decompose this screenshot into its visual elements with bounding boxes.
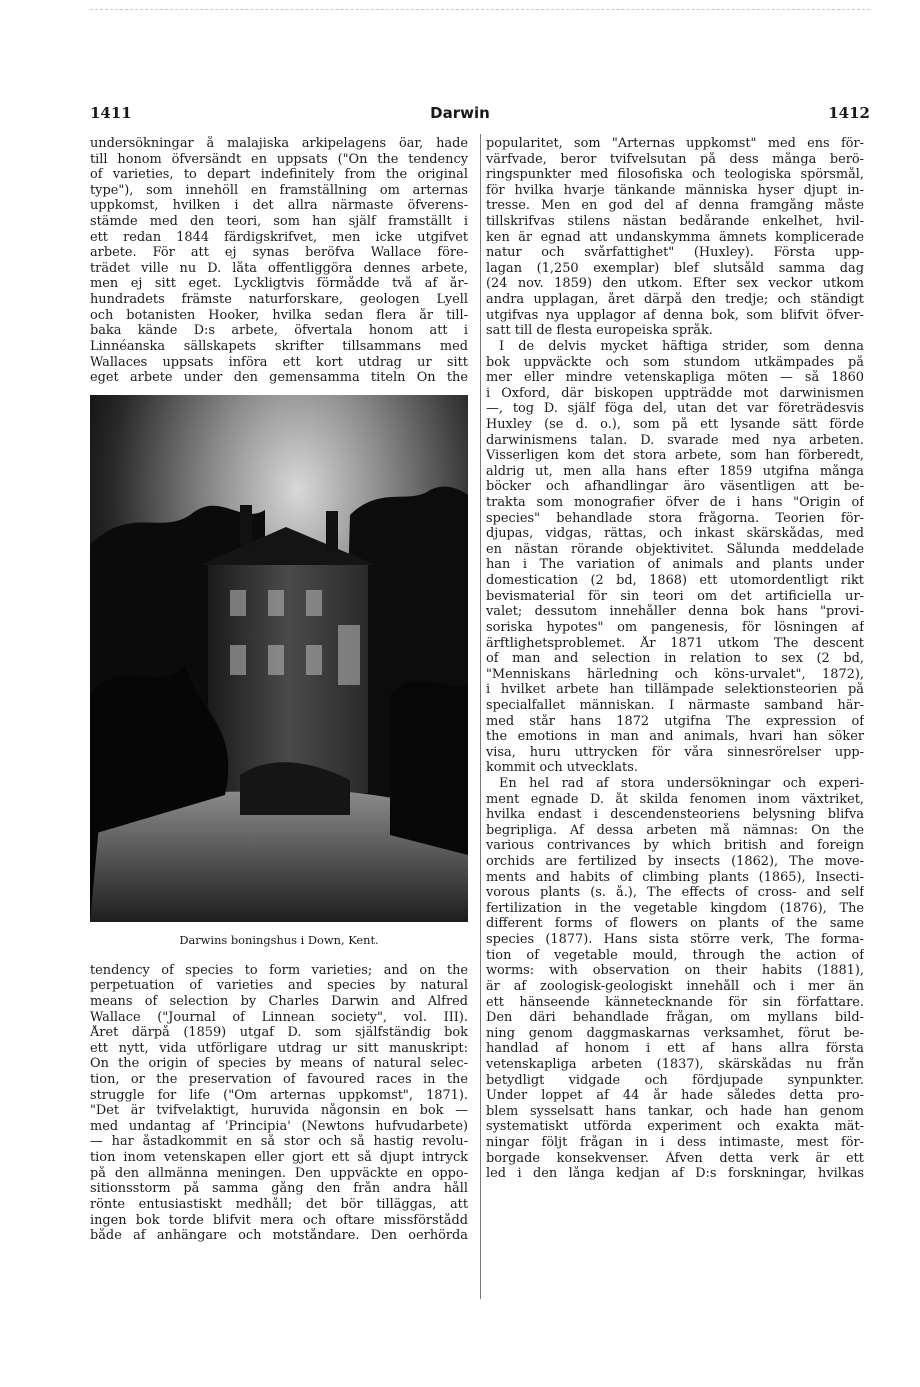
figure-caption: Darwins boningshus i Down, Kent. bbox=[179, 932, 379, 947]
text-line: både af anhängare och motståndare. Den oerhörda bbox=[90, 1228, 468, 1244]
text-line: of man and selection in relation to sex (2 bd, bbox=[486, 651, 864, 667]
text-line: On the origin of species by means of natural selec- bbox=[90, 1056, 468, 1072]
text-line: ett hänseende kännetecknande för sin författare. bbox=[486, 994, 864, 1010]
text-line: Den däri behandlade frågan, om myllans bild- bbox=[486, 1010, 864, 1026]
text-line: ett nytt, vida utförligare utdrag ur sitt manuskript: bbox=[90, 1040, 468, 1056]
text-line: ett redan 1844 färdigskrifvet, men icke utgifvet bbox=[90, 229, 468, 245]
text-line: och botanisten Hooker, hvilka sedan flera år till- bbox=[90, 307, 468, 323]
right-column-text bbox=[486, 136, 864, 1182]
left-column-top-text bbox=[90, 136, 468, 386]
text-line: darwinismens talan. D. svarade med nya arbeten. bbox=[486, 432, 864, 448]
text-line: en nästan rörande objektivitet. Sålunda meddelade bbox=[486, 541, 864, 557]
text-line: worms: with observation on their habits (1881), bbox=[486, 963, 864, 979]
text-line: undersökningar å malajiska arkipelagens öar, hade bbox=[90, 136, 468, 151]
text-line: med undantag af 'Principia' (Newtons hufvudarbete) bbox=[90, 1118, 468, 1134]
text-line: En hel rad af stora undersökningar och experi- bbox=[499, 775, 864, 791]
text-line: popularitet, som "Arternas uppkomst" med ens för- bbox=[486, 136, 864, 151]
text-line: han i The variation of animals and plants under bbox=[486, 557, 864, 573]
text-line: tendency of species to form varieties; and on the bbox=[90, 962, 468, 978]
text-line: species (1877). Hans sista större verk, The forma- bbox=[486, 932, 864, 948]
text-line: handlad af honom i ett af hans allra första bbox=[486, 1041, 864, 1057]
text-line: Under loppet af 44 år hade således detta pro- bbox=[486, 1088, 864, 1104]
text-line: vetenskapliga arbeten (1837), skärskådas nu från bbox=[486, 1056, 864, 1072]
text-line: med står hans 1872 utgifna The expression of bbox=[486, 713, 864, 729]
top-rule bbox=[90, 9, 870, 10]
text-line: valet; dessutom innehåller denna bok hans "provi- bbox=[486, 604, 864, 620]
text-line: (24 nov. 1859) den utkom. Efter sex veckor utkom bbox=[486, 276, 864, 292]
house-photograph bbox=[90, 395, 468, 922]
text-line: mer eller mindre vetenskapliga möten — så 1860 bbox=[486, 370, 864, 386]
text-line: orchids are fertilized by insects (1862), The move- bbox=[486, 854, 864, 870]
text-line: tion of vegetable mould, through the action of bbox=[486, 947, 864, 963]
page-title: Darwin bbox=[430, 104, 490, 122]
text-line: different forms of flowers on plants of the same bbox=[486, 916, 864, 932]
text-line: Linnéanska sällskapets skrifter tillsammans med bbox=[90, 338, 468, 354]
text-line: hundradets främste naturforskare, geologen Lyell bbox=[90, 292, 468, 308]
text-line: vorous plants (s. å.), The effects of cross- and self bbox=[486, 885, 864, 901]
text-line: led i den långa kedjan af D:s forskningar, hvilkas bbox=[486, 1166, 864, 1182]
text-line: natur och svårfattighet" (Huxley). Första upp- bbox=[486, 245, 864, 261]
column-divider bbox=[480, 134, 481, 1299]
text-line: blem sysselsatt hans tankar, och hade han genom bbox=[486, 1103, 864, 1119]
text-line: domestication (2 bd, 1868) ett utomordentligt rikt bbox=[486, 573, 864, 589]
text-line: — har åstadkommit en så stor och så hastig revolu- bbox=[90, 1134, 468, 1150]
text-line: I de delvis mycket häftiga strider, som denna bbox=[499, 338, 864, 354]
text-line: sitionsstorm på samma gång den från andra håll bbox=[90, 1181, 468, 1197]
text-line: means of selection by Charles Darwin and Alfred bbox=[90, 993, 468, 1009]
text-line: ken är egnad att undanskymma ämnets komplicerade bbox=[486, 229, 864, 245]
text-line: systematiskt utförda experiment och exakta mät- bbox=[486, 1119, 864, 1135]
text-line: soriska hypotes" om pangenesis, för lösningen af bbox=[486, 619, 864, 635]
left-column bbox=[90, 136, 468, 1244]
text-line: "Menniskans härledning och köns-urvalet", 1872), bbox=[486, 666, 864, 682]
text-line: bevismaterial för sin teori om det artificiella ur- bbox=[486, 588, 864, 604]
text-line: utgifvas nya upplagor af denna bok, som blifvit öfver- bbox=[486, 307, 864, 323]
text-line: type"), som innehöll en framställning om arternas bbox=[90, 182, 468, 198]
text-line: Huxley (se d. o.), som på ett lysande sätt förde bbox=[486, 416, 864, 432]
text-line: kommit och utvecklats. bbox=[486, 760, 638, 776]
text-line: ärftlighetsproblemet. År 1871 utkom The descent bbox=[486, 635, 864, 651]
text-line: i hvilket arbete han tillämpade selektionsteorien på bbox=[486, 682, 864, 698]
text-line: är af zoologisk-geologiskt innehåll och i mer än bbox=[486, 978, 864, 994]
text-line: eget arbete under den gemensamma titeln On the bbox=[90, 370, 468, 386]
text-line: begripliga. Af dessa arbeten må nämnas: On the bbox=[486, 822, 864, 838]
text-line: aldrig ut, men alla hans efter 1859 utgifna många bbox=[486, 463, 864, 479]
text-line: värfvade, beror tvifvelsutan på dess många berö- bbox=[486, 151, 864, 167]
text-line: arbete. För att ej synas beröfva Wallace före- bbox=[90, 245, 468, 261]
text-line: Wallaces uppsats införa ett kort utdrag ur sitt bbox=[90, 354, 468, 370]
text-line: tresse. Men en god del af denna framgång måste bbox=[486, 198, 864, 214]
page-number-left: 1411 bbox=[90, 104, 132, 122]
text-line: i Oxford, där biskopen uppträdde mot darwinismen bbox=[486, 385, 864, 401]
text-line: specialfallet människan. I närmaste samband här- bbox=[486, 697, 864, 713]
text-line: various contrivances by which british and foreign bbox=[486, 838, 864, 854]
text-line: hvilka endast i descendensteoriens belysning blifva bbox=[486, 807, 864, 823]
text-line: the emotions in man and animals, hvari han söker bbox=[486, 729, 864, 745]
right-column bbox=[486, 136, 864, 1182]
text-line: borgade konsekvenser. Äfven detta verk är ett bbox=[486, 1150, 864, 1166]
text-line: baka kände D:s arbete, öfvertala honom att i bbox=[90, 323, 468, 339]
page-number-right: 1412 bbox=[828, 104, 870, 122]
text-line: ning genom daggmaskarnas verksamhet, förut be- bbox=[486, 1025, 864, 1041]
text-line: ments and habits of climbing plants (1865), Insecti- bbox=[486, 869, 864, 885]
text-line: andra upplagan, året därpå den tredje; och ständigt bbox=[486, 292, 864, 308]
text-line: tion inom vetenskapen eller gjort ett så djupt intryck bbox=[90, 1150, 468, 1166]
text-line: "Det är tvifvelaktigt, huruvida någonsin en bok — bbox=[90, 1103, 468, 1119]
text-line: men ej sitt eget. Lyckligtvis förmådde två af år- bbox=[90, 276, 468, 292]
text-line: tion, or the preservation of favoured races in the bbox=[90, 1072, 468, 1088]
text-line: struggle for life ("Om arternas uppkomst", 1871). bbox=[90, 1087, 468, 1103]
text-line: visa, huru uttrycken för våra sinnesrörelser upp- bbox=[486, 744, 864, 760]
text-line: rönte entusiastiskt medhåll; det bör tilläggas, att bbox=[90, 1196, 468, 1212]
text-line: trakta som monografier öfver de i hans "Origin of bbox=[486, 495, 864, 511]
text-line: trädet ville nu D. låta offentliggöra dennes arbete, bbox=[90, 260, 468, 276]
left-column-bottom-text bbox=[90, 963, 468, 1244]
text-line: fertilization in the vegetable kingdom (1876), The bbox=[486, 900, 864, 916]
text-line: böcker och afhandlingar äro väsentligen att be- bbox=[486, 479, 864, 495]
text-line: ment egnade D. åt skilda fenomen inom växtriket, bbox=[486, 791, 864, 807]
text-line: satt till de flesta europeiska språk. bbox=[486, 323, 713, 339]
text-line: uppkomst, hvilken i det allra närmaste öfverens- bbox=[90, 198, 468, 214]
text-line: på den allmänna meningen. Den uppväckte en oppo- bbox=[90, 1165, 468, 1181]
text-line: djupas, vidgas, rättas, och inkast skärskådas, med bbox=[486, 526, 864, 542]
text-line: för hvilka hvarje tänkande människa hyser djupt in- bbox=[486, 182, 864, 198]
house-photo-illustration bbox=[90, 395, 468, 922]
text-line: Visserligen kom det stora arbete, som han förberedt, bbox=[486, 448, 864, 464]
text-line: ingen bok torde blifvit mera och oftare missförstådd bbox=[90, 1212, 468, 1228]
text-line: perpetuation of varieties and species by natural bbox=[90, 978, 468, 994]
text-line: bok uppväckte och som stundom utkämpades på bbox=[486, 354, 864, 370]
text-line: of varieties, to depart indefinitely from the original bbox=[90, 167, 468, 183]
text-line: betydligt vidgade och fördjupade synpunkter. bbox=[486, 1072, 864, 1088]
text-line: species" behandlade stora frågorna. Teorien för- bbox=[486, 510, 864, 526]
text-line: tillskrifvas stilens nästan bedårande enkelhet, hvil- bbox=[486, 214, 864, 230]
text-line: till honom öfversändt en uppsats ("On the tendency bbox=[90, 151, 468, 167]
text-line: stämde med den teori, som han själf framställt i bbox=[90, 214, 468, 230]
text-line: —, tog D. själf föga del, utan det var företrädesvis bbox=[486, 401, 864, 417]
text-line: Wallace ("Journal of Linnean society", vol. III). bbox=[90, 1009, 468, 1025]
text-line: lagan (1,250 exemplar) blef slutsåld samma dag bbox=[486, 260, 864, 276]
text-line: ringspunkter med filosofiska och teologiska spörsmål, bbox=[486, 167, 864, 183]
text-line: ningar följt frågan in i dess intimaste, mest för- bbox=[486, 1135, 864, 1150]
text-line: Året därpå (1859) utgaf D. som själfständig bok bbox=[90, 1025, 468, 1041]
